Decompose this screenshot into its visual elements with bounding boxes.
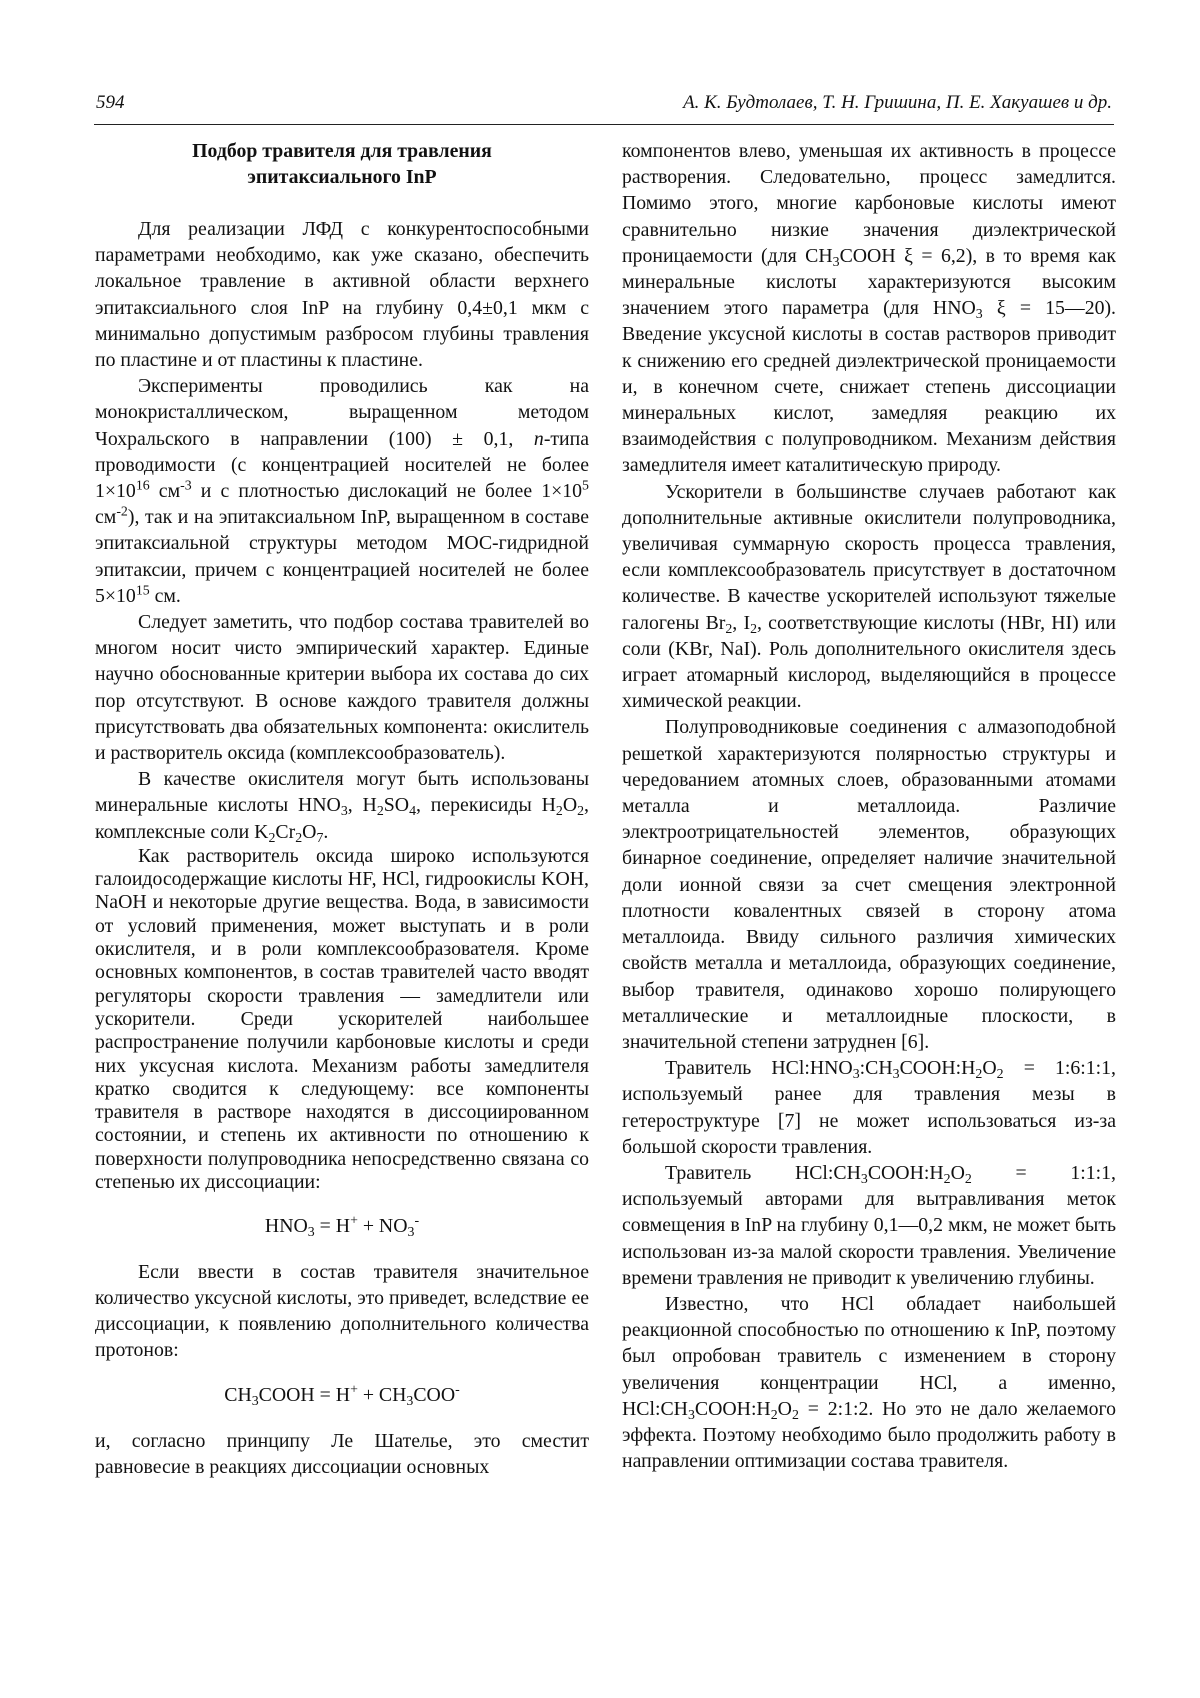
paragraph-oxidizers: В качестве окислителя могут быть использованы минеральные кислоты $HNO_3$, $H_2SO_4$, перекисиды $H_2O_2$, комплексные соли $K_2Cr_2O_7$. <box>95 768 589 845</box>
equation-hno3-dissociation: $HNO_3 = H^+ + NO_3^-$ <box>264 1212 420 1240</box>
paragraph-ldf-requirements: Для реализации ЛФД с конкурентоспособными параметрами необходимо, как уже сказано, обеспечить локальное травление в активной области верхнего эпитаксиального слоя InP на глубину 0,4±0,1 мкм с минимально допустимым разбросом глубины травления по пластине и от пластины к пластине. <box>95 218 589 372</box>
paragraph-accelerators: Ускорители в большинстве случаев работают как дополнительные активные окислители полупроводника, увеличивая суммарную скорость процесса травления, если комплексообразователь присутствует в достаточном количестве. В качестве ускорителей используют тяжелые галогены $Br_2$, $I_2$, соответствующие кислоты (HBr, HI) или соли (KBr, NaI). Роль дополнительного окислителя здесь играет атомарный кислород, выделяющийся в процессе химической реакции. <box>622 480 1116 713</box>
paragraph-diamond-lattice: Полупроводниковые соединения с алмазоподобной решеткой характеризуются полярностью структуры и чередованием атомных слоев, образованными атомами металла и металлоида. Различие электроотрицательностей элементов, образующих бинарное соединение, определяет наличие значительной доли ионной связи за счет смещения электронной плотности ковалентных связей в сторону атома металлоида. Ввиду сильного различия химических свойств металла и металлоида, образующих соединение, выбор травителя, одинаково хорошо полирующего металлические и металлоидные плоскости, в значительной степени затруднен [6]. <box>622 716 1116 1053</box>
section-title-line-1: Подбор травителя для травления <box>192 140 492 162</box>
equation-acetic-dissociation: $CH_3COOH = H^+ + CH_3COO^-$ <box>224 1381 460 1409</box>
left-column <box>95 138 589 1480</box>
right-column <box>622 138 1116 1474</box>
running-head-authors: А. К. Будтолаев, Т. Н. Гришина, П. Е. Хакуашев и др. <box>683 92 1112 113</box>
paragraph-carboxylic-acids: компонентов влево, уменьшая их активность в процессе растворения. Следовательно, процесс замедлится. Помимо этого, многие карбоновые кислоты имеют сравнительно низкие значения диэлектрической проницаемости (для $CH_3COOH$ ξ = 6,2), в то время как минеральные кислоты характеризуются высоким значением этого параметра (для $HNO_3$ ξ = 15—20). Введение уксусной кислоты в состав растворов приводит к снижению его средней диэлектрической проницаемости и, в конечном счете, снижает степень диссоциации минеральных кислот, замедляя реакцию их взаимодействия с полупроводником. Механизм действия замедлителя имеет каталитическую природу. <box>622 140 1117 477</box>
header-rule <box>94 124 1114 125</box>
paragraph-empirical-selection: Следует заметить, что подбор состава травителей во многом носит чисто эмпирический характер. Единые научно обоснованные критерии выбора их состава до сих пор отсутствуют. В основе каждого травителя должны присутствовать два обязательных компонента: окислитель и растворитель оксида (комплексообразователь). <box>95 611 589 765</box>
paragraph-etchant-212: Известно, что HCl обладает наибольшей реакционной способностью по отношению к InP, поэтому был опробован травитель с изменением в сторону увеличения концентрации HCl, а именно, $HCl:CH_3COOH:H_2O_2$ = 2:1:2. Но это не дало желаемого эффекта. Поэтому необходимо было продолжить работу в направлении оптимизации состава травителя. <box>622 1292 1116 1473</box>
paragraph-experiments: Эксперименты проводились как на монокристаллическом, выращенном методом Чохральского в направлении (100) ± 0,1, n-типа проводимости (с концентрацией носителей не более $1\times 10^{16}$ $см^{-3}$ и с плотностью дислокаций не более $1\times 10^5$ $см^{-2}$), так и на эпитаксиальном InP, выращенном в составе эпитаксиальной структуры методом МОС-гидридной эпитаксии, причем с концентрацией носителей не более $5\times 10^{15}$ см. <box>95 375 589 607</box>
page-number: 594 <box>96 92 125 113</box>
section-title-line-2: эпитаксиального InP <box>247 166 437 188</box>
paragraph-etchant-1611: Травитель $HCl:HNO_3:CH_3COOH:H_2O_2$ = 1:6:1:1, используемый ранее для травления мезы в гетероструктуре [7] не может использоваться из-за большой скорости травления. <box>622 1057 1116 1158</box>
paragraph-oxide-solvents: Как растворитель оксида широко используются галоидосодержащие кислоты HF, HCl, гидроокислы KOH, NaOH и некоторые другие вещества. Вода, в зависимости от условий применения, может выступать и в роли окислителя, и в роли комплексообразователя. Кроме основных компонентов, в состав травителей часто вводят регуляторы скорости травления — замедлители или ускорители. Среди ускорителей наибольшее распространение получили карбоновые кислоты и среди них уксусная кислота. Механизм работы замедлителя кратко сводится к следующему: все компоненты травителя в растворе находятся в диссоциированном состоянии, и степень их активности по отношению к поверхности полупроводника непосредственно связана со степенью их диссоциации: <box>95 844 589 1194</box>
running-header <box>96 92 1112 120</box>
paragraph-etchant-111: Травитель $HCl:CH_3COOH:H_2O_2$ = 1:1:1, используемый авторами для вытравливания меток совмещения в InP на глубину 0,1—0,2 мкм, не может быть использован из-за малой скорости травления. Увеличение времени травления не приводит к увеличению глубины. <box>622 1161 1116 1289</box>
section-title <box>95 138 589 190</box>
paragraph-le-chatelier: и, согласно принципу Ле Шателье, это сместит равновесие в реакциях диссоциации основных <box>95 1429 589 1478</box>
paragraph-acetic-acid: Если ввести в состав травителя значительное количество уксусной кислоты, это приведет, вследствие ее диссоциации, к появлению дополнительного количества протонов: <box>95 1260 589 1362</box>
